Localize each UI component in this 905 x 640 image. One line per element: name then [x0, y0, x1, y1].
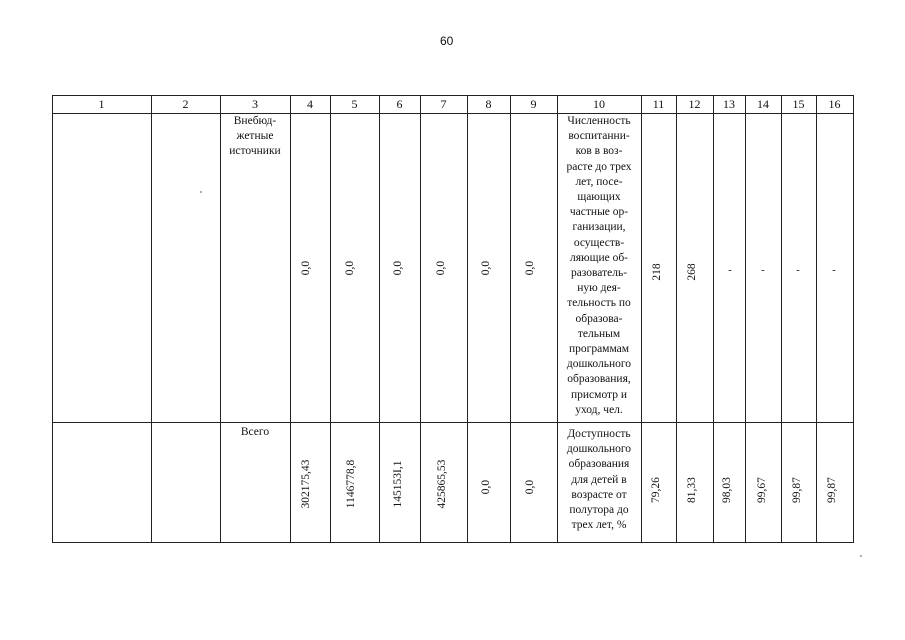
- col-border: [781, 95, 782, 543]
- col-border: [641, 95, 642, 543]
- column-header: 4: [307, 97, 313, 111]
- col-border: [290, 95, 291, 543]
- header-bottom-border: [52, 113, 853, 114]
- col-border: [330, 95, 331, 543]
- row1-col6-value: 0,0: [392, 260, 404, 276]
- column-header: 5: [351, 97, 358, 111]
- row2-col11-value: 79,26: [650, 477, 662, 503]
- column-header: 2: [182, 97, 189, 111]
- table-bottom-border: [52, 542, 853, 543]
- col-border: [557, 95, 558, 543]
- row1-col4-value: 0,0: [300, 260, 312, 276]
- row1-indicator: Численность воспитанни- ков в воз- расте до трех лет, посе- щающих частные ор- ганизации, осуществ- ляющие об- разователь- ную дея- тельность по образова- тельным программам дошкольного образования, присмотр и уход, чел.: [566, 115, 632, 416]
- column-header: 13: [723, 97, 735, 111]
- column-header: 7: [440, 97, 447, 111]
- row2-col7-value: 425865,53: [436, 459, 448, 509]
- row2-col5-value: 1146778,8: [345, 459, 357, 509]
- col-border: [220, 95, 221, 543]
- col-border: [816, 95, 817, 543]
- page-number: 60: [440, 34, 454, 48]
- row2-col6-value: 145153I,1: [392, 460, 404, 508]
- col-border: [467, 95, 468, 543]
- column-header: 8: [485, 97, 492, 111]
- row1-col15-value: -: [796, 264, 800, 276]
- col-border: [713, 95, 714, 543]
- scan-speck: [200, 191, 202, 193]
- column-header: 10: [593, 97, 605, 111]
- row2-col14-value: 99,67: [756, 477, 768, 503]
- col-border: [745, 95, 746, 543]
- row1-col3-source: Внебюд- жетные источники: [229, 115, 281, 158]
- row2-col13-value: 98,03: [721, 477, 733, 503]
- col-border: [420, 95, 421, 543]
- row2-col8-value: 0,0: [480, 479, 492, 495]
- row1-col5-value: 0,0: [344, 260, 356, 276]
- scan-speck: [860, 555, 862, 557]
- col-border: [379, 95, 380, 543]
- row1-col12-value: 268: [686, 263, 698, 281]
- row1-col16-value: -: [832, 264, 836, 276]
- row1-col11-value: 218: [651, 263, 663, 281]
- column-header: 9: [530, 97, 537, 111]
- row1-col7-value: 0,0: [435, 260, 447, 276]
- column-header: 16: [828, 97, 841, 111]
- row2-col9-value: 0,0: [524, 479, 536, 495]
- col-border: [676, 95, 677, 543]
- col-border: [52, 95, 53, 543]
- row1-col9-value: 0,0: [524, 260, 536, 276]
- row2-col4-value: 302175,43: [300, 459, 312, 509]
- column-header: 11: [652, 97, 665, 111]
- column-header: 14: [757, 97, 769, 111]
- column-header: 1: [98, 97, 105, 111]
- row2-indicator: Доступность дошкольного образования для детей в возрасте от полутора до трех лет, %: [566, 428, 632, 532]
- row1-col14-value: -: [761, 264, 765, 276]
- col-border: [853, 95, 854, 543]
- column-header: 15: [792, 97, 805, 111]
- row2-col12-value: 81,33: [686, 477, 698, 503]
- column-header: 12: [688, 97, 701, 111]
- column-header: 6: [396, 97, 403, 111]
- row-separator: [52, 422, 853, 423]
- col-border: [510, 95, 511, 543]
- column-header: 3: [252, 97, 258, 111]
- row2-col16-value: 99,87: [826, 477, 838, 503]
- row2-col3-total: Всего: [240, 426, 270, 438]
- row2-col15-value: 99,87: [791, 477, 803, 503]
- row1-col8-value: 0,0: [480, 260, 492, 276]
- row1-col13-value: -: [728, 264, 732, 276]
- col-border: [151, 95, 152, 543]
